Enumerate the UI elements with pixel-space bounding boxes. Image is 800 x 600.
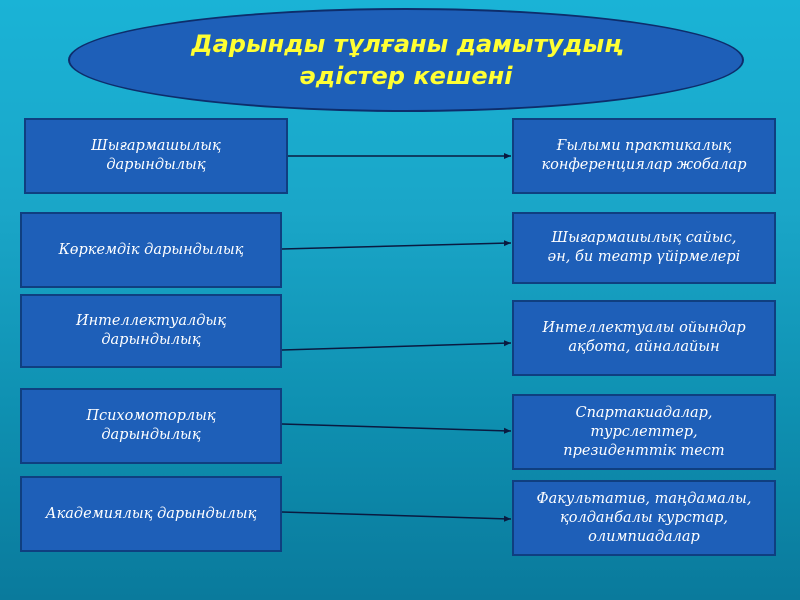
right-box-conferences-line1: Ғылыми практикалық — [556, 138, 732, 154]
arrow-psychomotor-to-sports — [282, 424, 511, 431]
right-box-electives-line3: олимпиадалар — [588, 528, 700, 545]
left-box-psychomotor-line2: дарындылық — [101, 427, 201, 443]
right-box-sports-line3: президенттік тест — [563, 442, 725, 459]
right-box-games-line2: ақбота, айналайын — [568, 339, 720, 355]
title-line-1: Дарынды тұлғаны дамытудың — [191, 30, 621, 58]
right-box-games-line1: Интеллектуалы ойындар — [542, 320, 746, 336]
left-box-artistic-line1: Көркемдік дарындылық — [58, 241, 244, 258]
arrow-intellectual-to-games — [282, 343, 511, 350]
left-box-academic-line1: Академиялық дарындылық — [45, 505, 257, 522]
left-box-intellectual-line1: Интеллектуалдық — [75, 313, 227, 329]
arrow-academic-to-electives — [282, 512, 511, 519]
right-box-competitions-line1: Шығармашылық сайыс, — [551, 230, 737, 246]
title-line-2: әдістер кешені — [299, 62, 513, 90]
right-box-competitions-line2: ән, би театр үйірмелері — [547, 249, 741, 265]
right-box-electives-line2: қолданбалы курстар, — [559, 509, 729, 526]
arrow-artistic-to-competitions — [282, 243, 511, 249]
right-box-sports-line1: Спартакиадалар, — [575, 404, 713, 421]
left-box-creative-line2: дарындылық — [106, 157, 206, 173]
right-box-electives-line1: Факультатив, таңдамалы, — [536, 490, 752, 507]
left-box-creative-line1: Шығармашылық — [91, 138, 221, 154]
right-box-sports-line2: турслеттер, — [590, 423, 698, 440]
left-box-psychomotor-line1: Психомоторлық — [86, 408, 216, 424]
left-box-intellectual-line2: дарындылық — [101, 332, 201, 348]
right-box-conferences-line2: конференциялар жобалар — [541, 157, 747, 173]
